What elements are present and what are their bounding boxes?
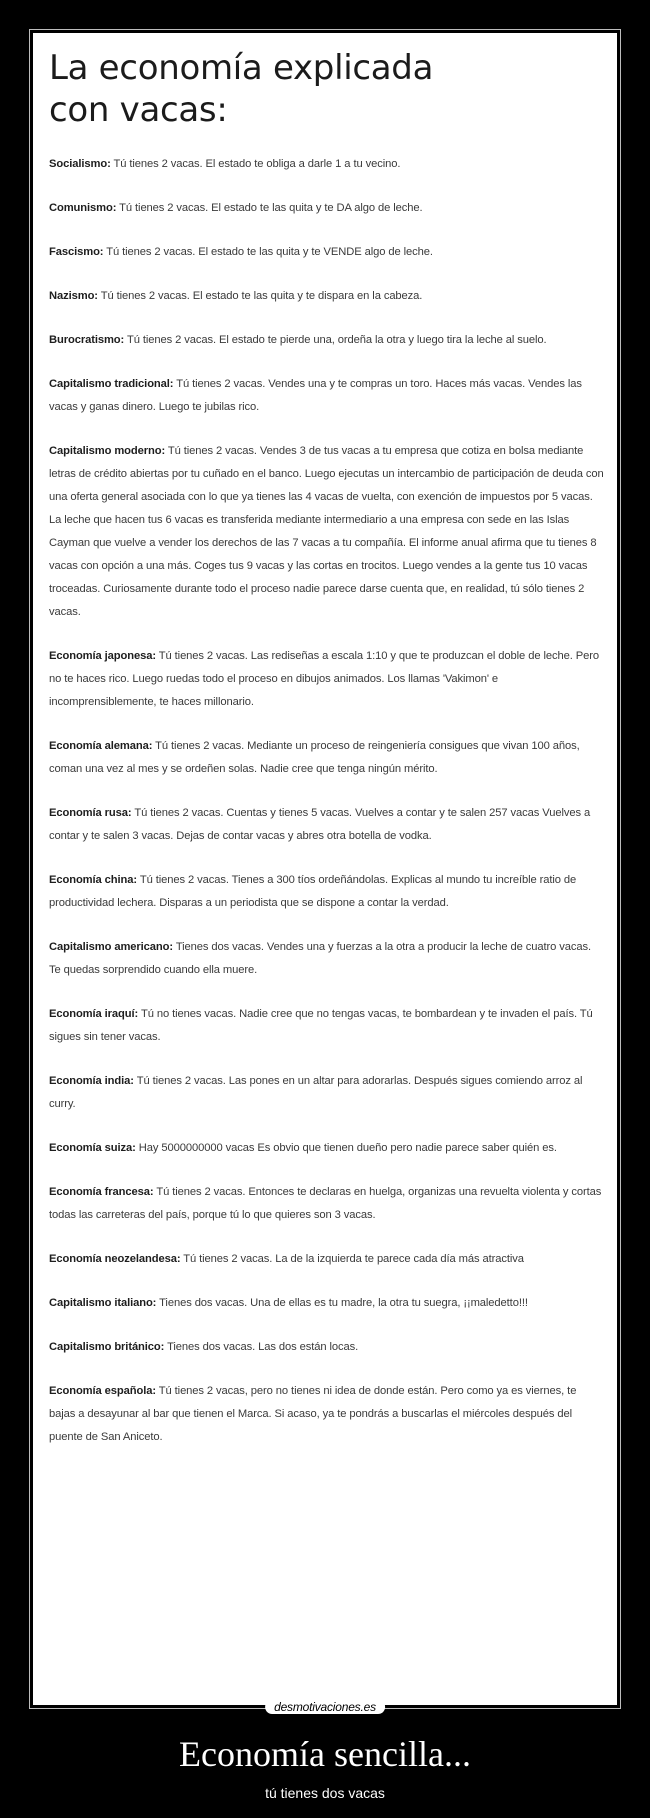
list-item (49, 1070, 604, 1116)
entry-text: Tú tienes 2 vacas, pero no tienes ni idea de donde están. Pero como ya es viernes, te bajas a desayunar al bar que tienen el Marca. Si acaso, ya te pondrás a buscarlas el miércoles después del puente de San Aniceto. (49, 1385, 577, 1443)
caption-subtitle: tú tienes dos vacas (265, 1785, 385, 1801)
entry-text: Tú tienes 2 vacas. La de la izquierda te parece cada día más atractiva (180, 1253, 524, 1265)
entry-text: Tú tienes 2 vacas. El estado te obliga a darle 1 a tu vecino. (110, 158, 401, 170)
entry-text: Tú tienes 2 vacas. Tienes a 300 tíos ordeñándolas. Explicas al mundo tu increíble ratio de productividad lechera. Disparas a un periodista que se dispone a contar la verdad. (49, 874, 577, 909)
entry-text: Tú tienes 2 vacas. El estado te las quita y te dispara en la cabeza. (97, 290, 423, 302)
list-item (49, 936, 604, 982)
entry-text: Tienes dos vacas. Una de ellas es tu madre, la otra tu suegra, ¡¡maledetto!!! (156, 1297, 528, 1309)
entry-term: Economía española: (49, 1385, 156, 1397)
entry-term: Comunismo: (49, 202, 117, 214)
entry-text: Tú tienes 2 vacas. Entonces te declaras en huelga, organizas una revuelta violenta y cortas todas las carreteras del país, porque tú lo que quieres son 3 vacas. (49, 1186, 602, 1221)
entry-text: Tú tienes 2 vacas. El estado te pierde una, ordeña la otra y luego tira la leche al suelo. (124, 334, 547, 346)
list-item (49, 440, 604, 624)
site-watermark-logo[interactable]: desmotivaciones.es (265, 1700, 385, 1714)
entry-term: Capitalismo moderno: (49, 445, 166, 457)
entry-text: Tienes dos vacas. Las dos están locas. (164, 1341, 359, 1353)
entry-text: Tú tienes 2 vacas. Vendes 3 de tus vacas a tu empresa que cotiza en bolsa mediante letras de crédito abiertas por tu cuñado en el banco. Luego ejecutas un intercambio de participación de deuda con una oferta general asociada con lo que ya tienes las 4 vacas de vuelta, con exención de impuestos por 5 vacas. La leche que hacen tus 6 vacas es transferida mediante intermediario a una empresa con sede en las Islas Cayman que vuelve a vender los derechos de las 7 vacas a tu compañía. El informe anual afirma que tu tienes 8 vacas con opción a una más. Coges tus 9 vacas y las cortas en trocitos. Luego vendes a la gente tus 10 vacas troceadas. Curiosamente durante todo el proceso nadie parece darse cuenta que, en realidad, tú sólo tienes 2 vacas. (49, 445, 604, 618)
list-item (49, 153, 604, 176)
poster-title (49, 47, 604, 131)
entry-term: Socialismo: (49, 158, 111, 170)
entry-list (49, 153, 604, 1449)
entry-term: Nazismo: (49, 290, 98, 302)
entry-text: Tienes dos vacas. Vendes una y fuerzas a la otra a producir la leche de cuatro vacas. Te quedas sorprendido cuando ella muere. (49, 941, 592, 976)
list-item (49, 735, 604, 781)
list-item (49, 1181, 604, 1227)
entry-term: Economía japonesa: (49, 650, 156, 662)
list-item (49, 373, 604, 419)
entry-term: Economía suiza: (49, 1142, 136, 1154)
entry-text: Hay 5000000000 vacas Es obvio que tienen dueño pero nadie parece saber quién es. (135, 1142, 557, 1154)
poster-frame (29, 29, 621, 1709)
poster-title-line-2: con vacas: (49, 90, 228, 130)
entry-text: Tú tienes 2 vacas. Cuentas y tienes 5 vacas. Vuelves a contar y te salen 257 vacas Vuelves a contar y te salen 3 vacas. Dejas de contar vacas y abres otra botella de vodka. (49, 807, 591, 842)
entry-text: Tú no tienes vacas. Nadie cree que no tengas vacas, te bombardean y te invaden el país. Tú sigues sin tener vacas. (49, 1008, 593, 1043)
entry-term: Economía india: (49, 1075, 134, 1087)
list-item (49, 645, 604, 714)
entry-text: Tú tienes 2 vacas. Las rediseñas a escala 1:10 y que te produzcan el doble de leche. Pero no te haces rico. Luego ruedas todo el proceso en dibujos animados. Los llamas 'Vakimon' e incomprensiblemente, te haces millonario. (49, 650, 599, 708)
list-item (49, 1292, 604, 1315)
entry-term: Capitalismo italiano: (49, 1297, 157, 1309)
list-item (49, 1003, 604, 1049)
entry-term: Economía china: (49, 874, 138, 886)
list-item (49, 329, 604, 352)
list-item (49, 285, 604, 308)
entry-term: Capitalismo tradicional: (49, 378, 174, 390)
poster (33, 33, 617, 1705)
list-item (49, 802, 604, 848)
entry-text: Tú tienes 2 vacas. El estado te las quita y te DA algo de leche. (116, 202, 423, 214)
entry-term: Capitalismo americano: (49, 941, 174, 953)
entry-text: Tú tienes 2 vacas. Vendes una y te compras un toro. Haces más vacas. Vendes las vacas y ganas dinero. Luego te jubilas rico. (49, 378, 582, 413)
entry-text: Tú tienes 2 vacas. Mediante un proceso de reingeniería consigues que vivan 100 años, coman una vez al mes y se ordeñen solas. Nadie cree que tenga ningún mérito. (49, 740, 580, 775)
list-item (49, 1380, 604, 1449)
entry-term: Economía neozelandesa: (49, 1253, 181, 1265)
list-item (49, 1336, 604, 1359)
list-item (49, 869, 604, 915)
entry-term: Burocratismo: (49, 334, 125, 346)
entry-text: Tú tienes 2 vacas. Las pones en un altar para adorarlas. Después sigues comiendo arroz al curry. (49, 1075, 583, 1110)
entry-term: Economía francesa: (49, 1186, 154, 1198)
entry-term: Economía rusa: (49, 807, 132, 819)
entry-text: Tú tienes 2 vacas. El estado te las quita y te VENDE algo de leche. (103, 246, 433, 258)
list-item (49, 1248, 604, 1271)
entry-term: Economía iraquí: (49, 1008, 139, 1020)
list-item (49, 197, 604, 220)
list-item (49, 1137, 604, 1160)
entry-term: Economía alemana: (49, 740, 153, 752)
list-item (49, 241, 604, 264)
poster-title-line-1: La economía explicada (49, 48, 434, 88)
entry-term: Capitalismo británico: (49, 1341, 165, 1353)
caption-title: Economía sencilla... (179, 1734, 471, 1774)
entry-term: Fascismo: (49, 246, 104, 258)
